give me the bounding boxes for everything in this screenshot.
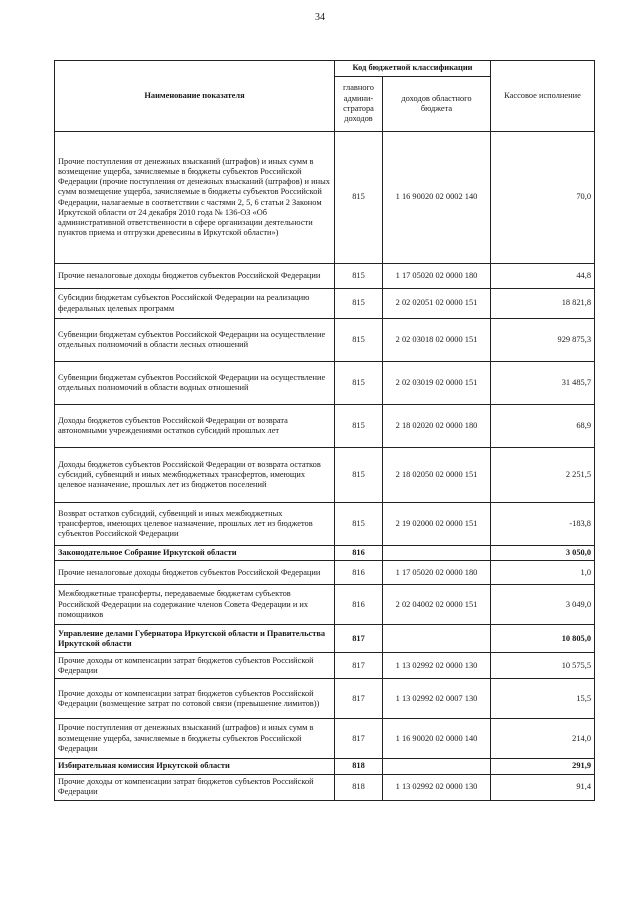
row-name: Доходы бюджетов субъектов Российской Федерации от возврата автономными учреждениями остатков субсидий прошлых лет [55, 405, 335, 448]
table-row [55, 585, 595, 625]
row-amount: 291,9 [491, 759, 595, 774]
row-amount: 10 575,5 [491, 653, 595, 679]
row-name: Прочие поступления от денежных взысканий (штрафов) и иных сумм в возмещение ущерба, зачисляемые в бюджеты субъектов Российской Федерации [55, 719, 335, 759]
row-budget-code: 2 02 03018 02 0000 151 [383, 319, 491, 362]
row-admin-code: 818 [335, 774, 383, 800]
table-row [55, 503, 595, 546]
row-budget-code [383, 546, 491, 561]
row-admin-code: 815 [335, 362, 383, 405]
table-row [55, 362, 595, 405]
row-name: Прочие доходы от компенсации затрат бюджетов субъектов Российской Федерации [55, 653, 335, 679]
row-admin-code: 817 [335, 625, 383, 653]
row-amount: 3 049,0 [491, 585, 595, 625]
table-row [55, 319, 595, 362]
row-amount: 214,0 [491, 719, 595, 759]
row-admin-code: 815 [335, 405, 383, 448]
row-amount: 70,0 [491, 132, 595, 264]
row-budget-code: 1 13 02992 02 0000 130 [383, 653, 491, 679]
table-row [55, 448, 595, 503]
row-admin-code: 816 [335, 561, 383, 585]
row-admin-code: 815 [335, 289, 383, 319]
row-amount: 31 485,7 [491, 362, 595, 405]
section-row [55, 759, 595, 774]
row-budget-code: 1 13 02992 02 0000 130 [383, 774, 491, 800]
row-budget-code: 1 17 05020 02 0000 180 [383, 264, 491, 289]
row-admin-code: 818 [335, 759, 383, 774]
header-admin-column: главного админи-стратора доходов [335, 76, 383, 131]
row-admin-code: 815 [335, 264, 383, 289]
row-name: Законодательное Собрание Иркутской области [55, 546, 335, 561]
table-body [55, 132, 595, 801]
header-amount-column: Кассовое исполнение [491, 61, 595, 132]
row-amount: 929 875,3 [491, 319, 595, 362]
row-budget-code: 1 16 90020 02 0000 140 [383, 719, 491, 759]
row-budget-code: 2 02 03019 02 0000 151 [383, 362, 491, 405]
row-admin-code: 817 [335, 679, 383, 719]
row-budget-code: 2 02 02051 02 0000 151 [383, 289, 491, 319]
table-row [55, 719, 595, 759]
row-name: Прочие поступления от денежных взысканий (штрафов) и иных сумм в возмещение ущерба, зачисляемые в бюджеты субъектов Российской Федерации (прочие поступления от денежных взысканий (штрафов) и иных сумм возмещение ущерба, зачисляемые в бюджеты субъектов Российской Федерации, налагаемые в соответствии с частями 2, 5, 6 статьи 2 Законом Иркутской области от 24 декабря 2010 года № 136-ОЗ «Об административной ответственности в сфере организации деятельности пунктов приема и отгрузки древесины в Иркутской области») [55, 132, 335, 264]
row-name: Избирательная комиссия Иркутской области [55, 759, 335, 774]
row-budget-code: 1 17 05020 02 0000 180 [383, 561, 491, 585]
row-admin-code: 815 [335, 132, 383, 264]
row-budget-code [383, 759, 491, 774]
table-row [55, 561, 595, 585]
row-name: Прочие доходы от компенсации затрат бюджетов субъектов Российской Федерации (возмещение затрат по сотовой связи (превышение лимитов)) [55, 679, 335, 719]
table-row [55, 405, 595, 448]
row-amount: 18 821,8 [491, 289, 595, 319]
row-name: Субсидии бюджетам субъектов Российской Федерации на реализацию федеральных целевых программ [55, 289, 335, 319]
row-amount: 15,5 [491, 679, 595, 719]
row-amount: 1,0 [491, 561, 595, 585]
budget-table [54, 60, 595, 801]
row-budget-code: 2 02 04002 02 0000 151 [383, 585, 491, 625]
section-row [55, 546, 595, 561]
row-name: Прочие неналоговые доходы бюджетов субъектов Российской Федерации [55, 561, 335, 585]
row-budget-code: 1 13 02992 02 0007 130 [383, 679, 491, 719]
row-amount: 91,4 [491, 774, 595, 800]
row-name: Прочие доходы от компенсации затрат бюджетов субъектов Российской Федерации [55, 774, 335, 800]
row-admin-code: 817 [335, 719, 383, 759]
table-row [55, 289, 595, 319]
header-code-column: доходов областного бюджета [383, 76, 491, 131]
table-row [55, 679, 595, 719]
row-admin-code: 815 [335, 448, 383, 503]
header-name-column: Наименование показателя [55, 61, 335, 132]
section-row [55, 625, 595, 653]
row-budget-code [383, 625, 491, 653]
table-row [55, 264, 595, 289]
row-admin-code: 816 [335, 585, 383, 625]
row-budget-code: 2 19 02000 02 0000 151 [383, 503, 491, 546]
row-name: Доходы бюджетов субъектов Российской Федерации от возврата остатков субсидий, субвенций и иных межбюджетных трансфертов, имеющих целевое назначение, прошлых лет из бюджетов поселений [55, 448, 335, 503]
table-row [55, 653, 595, 679]
row-admin-code: 817 [335, 653, 383, 679]
row-name: Прочие неналоговые доходы бюджетов субъектов Российской Федерации [55, 264, 335, 289]
row-amount: 68,9 [491, 405, 595, 448]
row-name: Субвенции бюджетам субъектов Российской Федерации на осуществление отдельных полномочий в области лесных отношений [55, 319, 335, 362]
row-name: Субвенции бюджетам субъектов Российской Федерации на осуществление отдельных полномочий в области водных отношений [55, 362, 335, 405]
row-name: Управление делами Губернатора Иркутской области и Правительства Иркутской области [55, 625, 335, 653]
row-amount: 44,8 [491, 264, 595, 289]
row-name: Возврат остатков субсидий, субвенций и иных межбюджетных трансфертов, имеющих целевое назначение, прошлых лет из бюджетов субъектов Российской Федерации [55, 503, 335, 546]
table-row [55, 132, 595, 264]
page-number: 34 [315, 12, 325, 23]
row-budget-code: 2 18 02020 02 0000 180 [383, 405, 491, 448]
row-admin-code: 816 [335, 546, 383, 561]
row-budget-code: 1 16 90020 02 0002 140 [383, 132, 491, 264]
row-amount: -183,8 [491, 503, 595, 546]
row-amount: 2 251,5 [491, 448, 595, 503]
row-admin-code: 815 [335, 319, 383, 362]
row-admin-code: 815 [335, 503, 383, 546]
row-name: Межбюджетные трансферты, передаваемые бюджетам субъектов Российской Федерации на содержание членов Совета Федерации и их помощников [55, 585, 335, 625]
header-classification: Код бюджетной классификации [335, 61, 491, 77]
row-amount: 3 050,0 [491, 546, 595, 561]
row-budget-code: 2 18 02050 02 0000 151 [383, 448, 491, 503]
row-amount: 10 805,0 [491, 625, 595, 653]
table-row [55, 774, 595, 800]
